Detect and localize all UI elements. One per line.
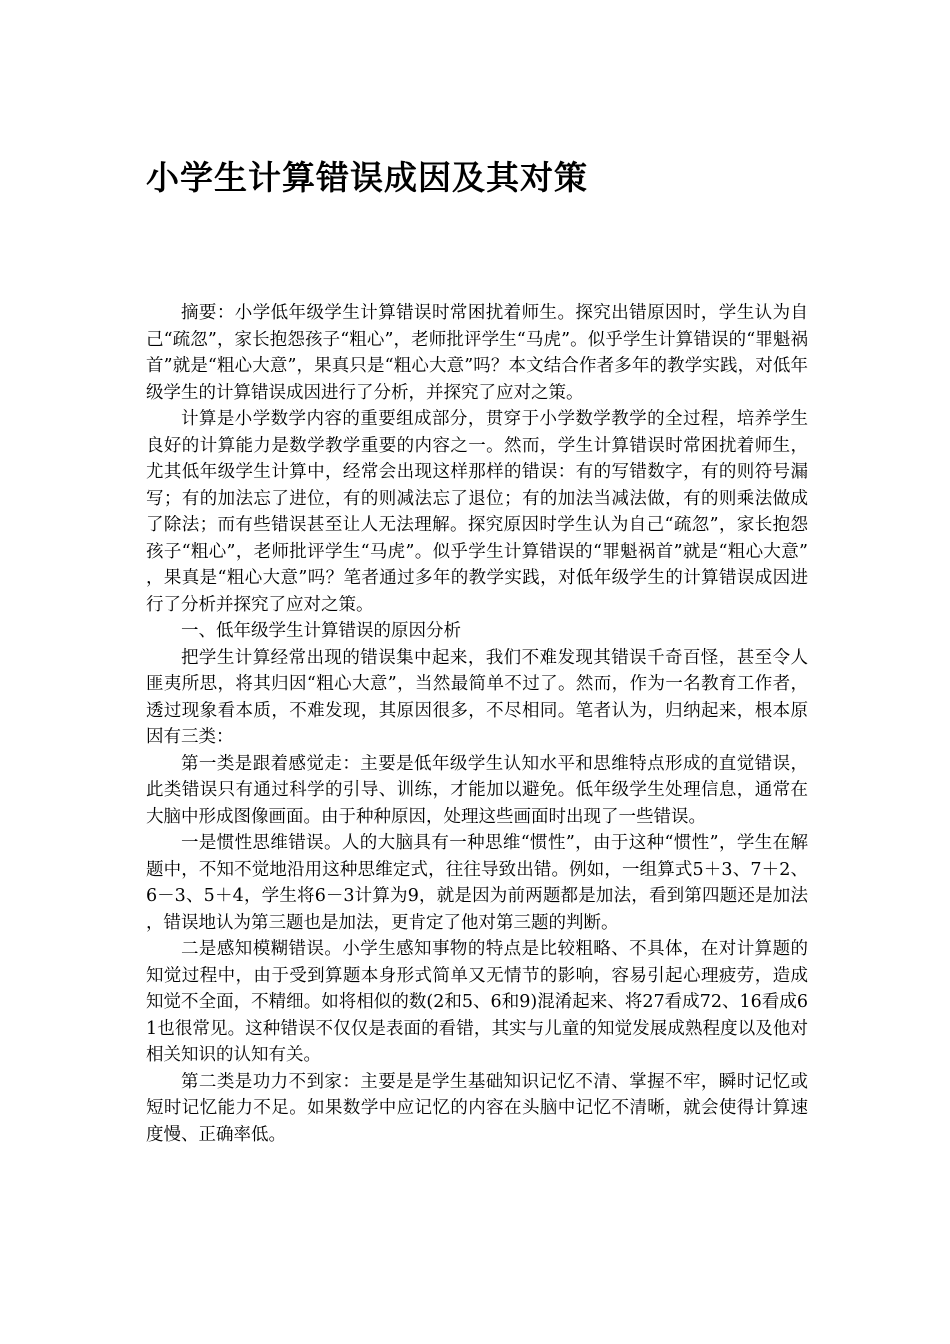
body-paragraph: 二是感知模糊错误。小学生感知事物的特点是比较粗略、不具体，在对计算题的知觉过程中，由于受到算题本身形式简单又无情节的影响，容易引起心理疲劳，造成知觉不全面，不精细。如将相似的数(2和5、6和9)混淆起来、将27看成72、16看成61也很常见。这种错误不仅仅是表面的看错，其实与儿童的知觉发展成熟程度以及他对相关知识的认知有关。 <box>146 939 808 1065</box>
body-paragraph: 第二类是功力不到家：主要是是学生基础知识记忆不清、掌握不牢，瞬时记忆或短时记忆能力不足。如果数学中应记忆的内容在头脑中记忆不清晰，就会使得计算速度慢、正确率低。 <box>146 1071 808 1145</box>
body-paragraph: 一是惯性思维错误。人的大脑具有一种思维“惯性”，由于这种“惯性”，学生在解题中，不知不觉地沿用这种思维定式，往往导致出错。例如，一组算式5＋3、7＋2、6－3、5＋4，学生将6－3计算为9，就是因为前两题都是加法，看到第四题还是加法，错误地认为第三题也是加法，更肯定了他对第三题的判断。 <box>146 833 808 933</box>
document-body <box>146 300 808 1148</box>
body-paragraph: 计算是小学数学内容的重要组成部分，贯穿于小学数学教学的全过程，培养学生良好的计算能力是数学教学重要的内容之一。然而，学生计算错误时常困扰着师生，尤其低年级学生计算中，经常会出现这样那样的错误：有的写错数字，有的则符号漏写；有的加法忘了进位，有的则减法忘了退位；有的加法当减法做，有的则乘法做成了除法；而有些错误甚至让人无法理解。探究原因时学生认为自己“疏忽”，家长抱怨孩子“粗心”，老师批评学生“马虎”。似乎学生计算错误的“罪魁祸首”就是“粗心大意”，果真是“粗心大意”吗？笔者通过多年的教学实践，对低年级学生的计算错误成因进行了分析并探究了应对之策。 <box>146 409 808 615</box>
section-heading: 一、低年级学生计算错误的原因分析 <box>181 621 461 641</box>
abstract-paragraph: 摘要：小学低年级学生计算错误时常困扰着师生。探究出错原因时，学生认为自己“疏忽”，家长抱怨孩子“粗心”，老师批评学生“马虎”。似乎学生计算错误的“罪魁祸首”就是“粗心大意”，果真只是“粗心大意”吗？本文结合作者多年的教学实践，对低年级学生的计算错误成因进行了分析，并探究了应对之策。 <box>146 303 808 403</box>
body-paragraph: 第一类是跟着感觉走：主要是低年级学生认知水平和思维特点形成的直觉错误，此类错误只有通过科学的引导、训练，才能加以避免。低年级学生处理信息，通常在大脑中形成图像画面。由于种种原因，处理这些画面时出现了一些错误。 <box>146 753 808 827</box>
body-paragraph: 把学生计算经常出现的错误集中起来，我们不难发现其错误千奇百怪，甚至令人匪夷所思，将其归因“粗心大意”，当然最简单不过了。然而，作为一名教育工作者，透过现象看本质，不难发现，其原因很多，不尽相同。笔者认为，归纳起来，根本原因有三类： <box>146 647 808 747</box>
document-title: 小学生计算错误成因及其对策 <box>146 158 588 197</box>
